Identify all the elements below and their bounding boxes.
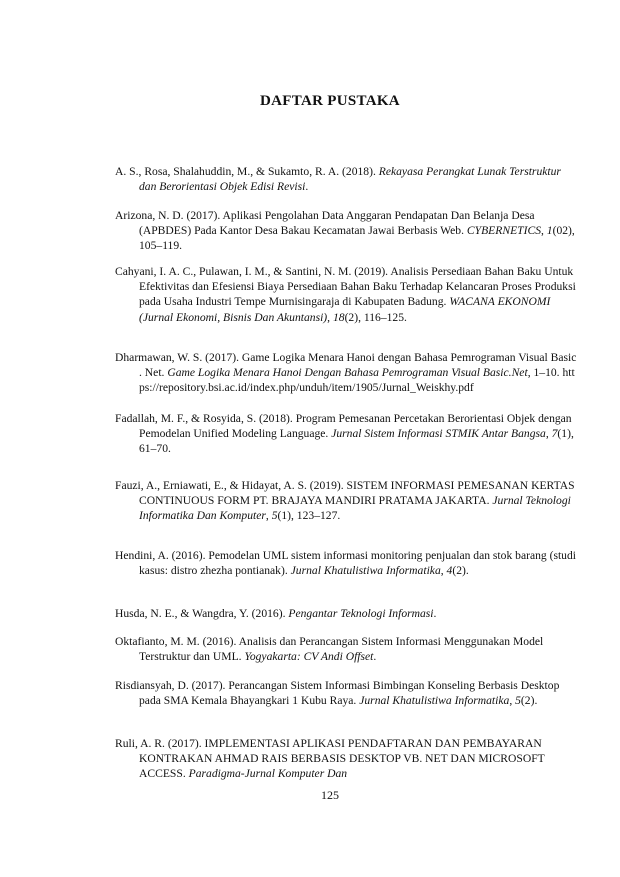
reference-entry: Arizona, N. D. (2017). Aplikasi Pengolahan Data Anggaran Pendapatan Dan Belanja Desa (APBDES) Pada Kantor Desa Bakau Kecamatan Jawai Berbasis Web. CYBERNETICS, 1(02), 105–119. — [115, 209, 575, 253]
reference-entry: Husda, N. E., & Wangdra, Y. (2016). Pengantar Teknologi Informasi. — [115, 607, 437, 620]
reference-entry: Fauzi, A., Erniawati, E., & Hidayat, A. S. (2019). SISTEM INFORMASI PEMESANAN KERTAS CONTINUOUS FORM PT. BRAJAYA MANDIRI PRATAMA JAKARTA. Jurnal Teknologi Informatika Dan Komputer, 5(1), 123–127. — [115, 479, 575, 523]
reference-entry: Oktafianto, M. M. (2016). Analisis dan Perancangan Sistem Informasi Menggunakan Model Terstruktur dan UML. Yogyakarta: CV Andi Offset. — [115, 635, 544, 664]
reference-entry: Ruli, A. R. (2017). IMPLEMENTASI APLIKASI PENDAFTARAN DAN PEMBAYARAN KONTRAKAN AHMAD RAIS BERBASIS DESKTOP VB. NET DAN MICROSOFT ACCESS. Paradigma-Jurnal Komputer Dan — [115, 737, 545, 781]
reference-entry: Dharmawan, W. S. (2017). Game Logika Menara Hanoi dengan Bahasa Pemrograman Visual Basic . Net. Game Logika Menara Hanoi Dengan Bahasa Pemrograman Visual Basic.Net, 1–10. https://repository.bsi.ac.id/index.php/unduh/item/1905/Jurnal_Weiskhy.pdf — [115, 351, 577, 395]
reference-entry: A. S., Rosa, Shalahuddin, M., & Sukamto, R. A. (2018). Rekayasa Perangkat Lunak Terstruktur dan Berorientasi Objek Edisi Revisi. — [115, 165, 561, 194]
page-title: DAFTAR PUSTAKA — [260, 93, 400, 109]
reference-entry: Cahyani, I. A. C., Pulawan, I. M., & Santini, N. M. (2019). Analisis Persediaan Bahan Baku Untuk Efektivitas dan Efesiensi Biaya Persediaan Bahan Baku Terhadap Kelancaran Proses Produksi pada Usaha Industri Tempe Murnisingaraja di Kabupaten Badung. WACANA EKONOMI (Jurnal Ekonomi, Bisnis Dan Akuntansi), 18(2), 116–125. — [115, 265, 576, 324]
page-number: 125 — [321, 788, 339, 802]
reference-entry: Risdiansyah, D. (2017). Perancangan Sistem Informasi Bimbingan Konseling Berbasis Desktop pada SMA Kemala Bhayangkari 1 Kubu Raya. Jurnal Khatulistiwa Informatika, 5(2). — [115, 679, 560, 708]
reference-url[interactable]: https://repository.bsi.ac.id/index.php/unduh/item/1905/Jurnal_Weiskhy.pdf — [139, 366, 575, 395]
reference-entry: Fadallah, M. F., & Rosyida, S. (2018). Program Pemesanan Percetakan Berorientasi Objek dengan Pemodelan Unified Modeling Language. Jurnal Sistem Informasi STMIK Antar Bangsa, 7(1), 61–70. — [115, 412, 574, 456]
reference-entry: Hendini, A. (2016). Pemodelan UML sistem informasi monitoring penjualan dan stok barang (studi kasus: distro zhezha pontianak). Jurnal Khatulistiwa Informatika, 4(2). — [115, 549, 576, 578]
